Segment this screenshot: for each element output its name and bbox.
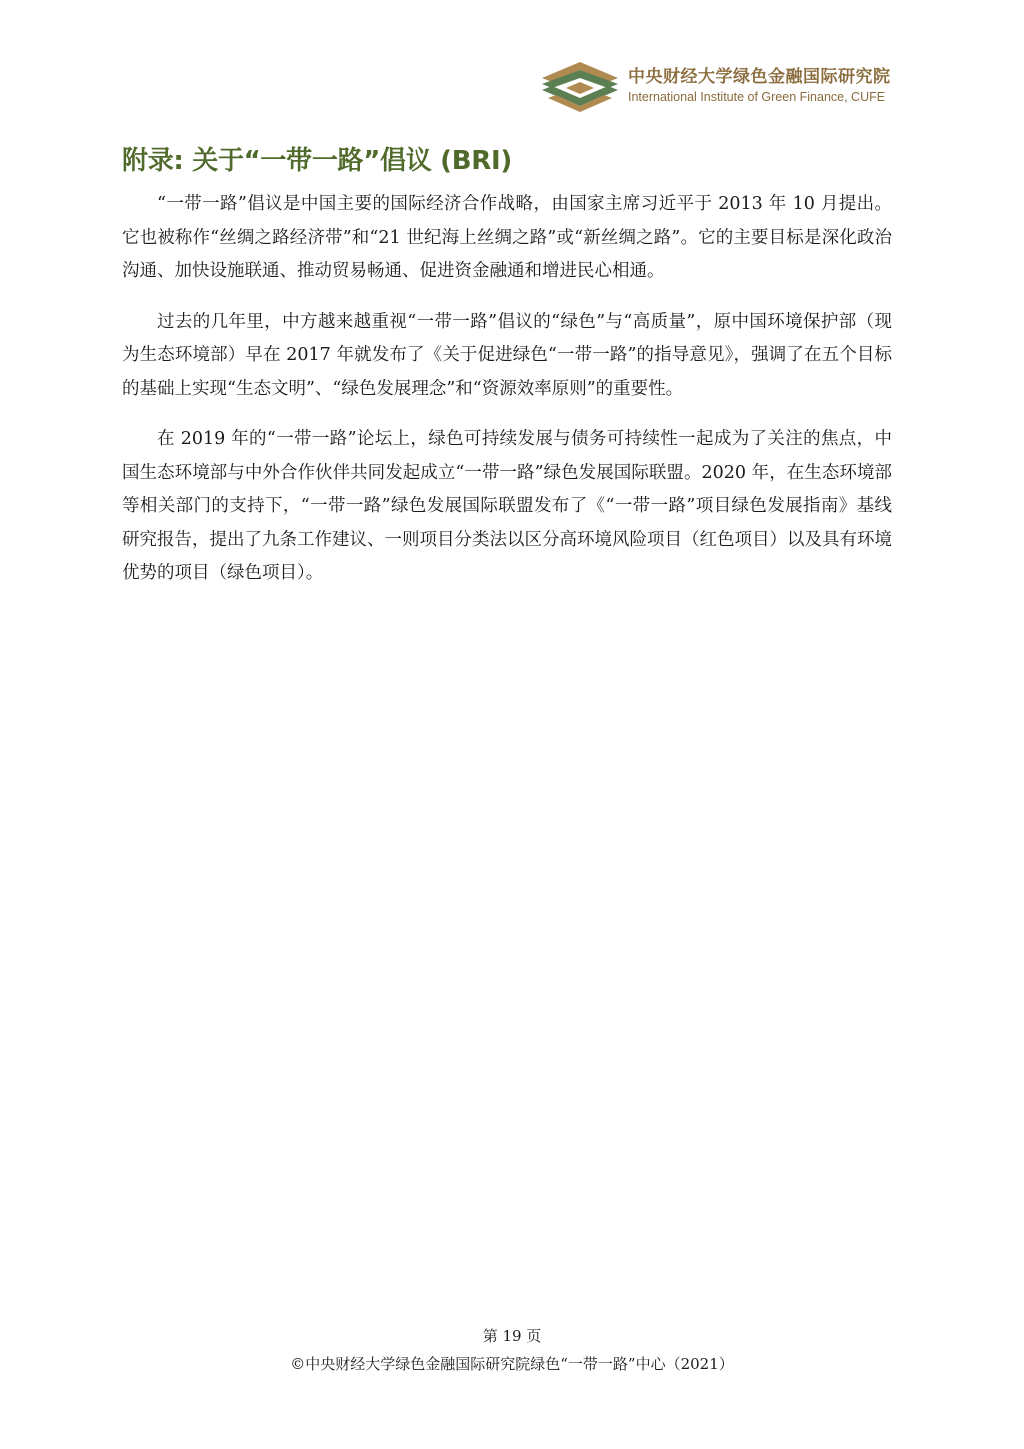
page-number: 第 19 页 (482, 1327, 542, 1345)
copyright-notice: ©中央财经大学绿色金融国际研究院绿色“一带一路”中心（2021） (290, 1355, 734, 1373)
paragraph: 过去的几年里，中方越来越重视“一带一路”倡议的“绿色”与“高质量”，原中国环境保护部（现为生态环境部）早在 2017 年就发布了《关于促进绿色“一带一路”的指导意见》，强调了在五个目标的基础上实现“生态文明”、“绿色发展理念”和“资源效率原则”的重要性。 (122, 311, 892, 399)
org-name-en: International Institute of Green Finance, CUFE (628, 90, 886, 104)
logo-text (628, 66, 898, 105)
page-footer (0, 1322, 1024, 1378)
paragraph: 在 2019 年的“一带一路”论坛上，绿色可持续发展与债务可持续性一起成为了关注的焦点，中国生态环境部与中外合作伙伴共同发起成立“一带一路”绿色发展国际联盟。2020 年，在生态环境部等相关部门的支持下，“一带一路”绿色发展国际联盟发布了《“一带一路”项目绿色发展指南》基线研究报告，提出了九条工作建议、一则项目分类法以区分高环境风险项目（红色项目）以及具有环境优势的项目（绿色项目）。 (122, 429, 892, 583)
body-content (122, 188, 892, 608)
page-header (538, 58, 898, 114)
cufe-iigf-logo-icon (538, 58, 622, 114)
page-title: 附录: 关于“一带一路”倡议 (BRI) (122, 146, 512, 176)
org-name-cn: 中央财经大学绿色金融国际研究院 (628, 67, 891, 87)
paragraph: “一带一路”倡议是中国主要的国际经济合作战略，由国家主席习近平于 2013 年 10 月提出。它也被称作“丝绸之路经济带”和“21 世纪海上丝绸之路”或“新丝绸之路”。它的主要目标是深化政治沟通、加快设施联通、推动贸易畅通、促进资金融通和增进民心相通。 (122, 194, 892, 281)
